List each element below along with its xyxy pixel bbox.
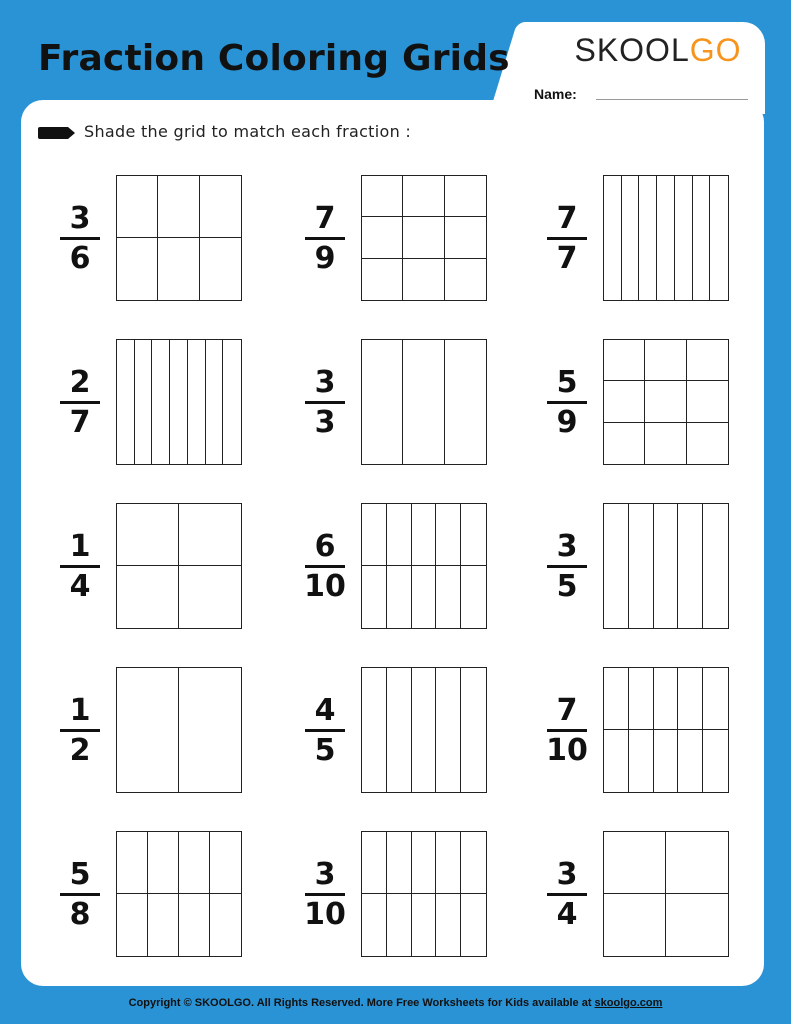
grid-cell[interactable] bbox=[629, 504, 654, 628]
grid-cell[interactable] bbox=[117, 340, 135, 464]
grid-cell[interactable] bbox=[654, 730, 679, 792]
grid-cell[interactable] bbox=[604, 340, 645, 381]
fraction-label bbox=[545, 339, 589, 467]
fraction-denominator: 7 bbox=[556, 241, 578, 276]
fraction-label bbox=[58, 175, 102, 303]
shading-grid bbox=[116, 667, 242, 793]
shading-grid bbox=[116, 831, 242, 957]
fraction-denominator: 2 bbox=[69, 733, 91, 768]
fraction-problem bbox=[545, 503, 745, 631]
fraction-problem bbox=[303, 503, 503, 631]
fraction-denominator: 4 bbox=[556, 897, 578, 932]
fraction-numerator: 5 bbox=[556, 365, 578, 400]
fraction-denominator: 10 bbox=[304, 569, 346, 604]
fraction-label bbox=[545, 175, 589, 303]
grid-cell[interactable] bbox=[703, 730, 728, 792]
grid-cell[interactable] bbox=[461, 832, 486, 894]
grid-cell[interactable] bbox=[117, 176, 158, 238]
fraction-label bbox=[303, 175, 347, 303]
grid-cell[interactable] bbox=[445, 217, 486, 258]
grid-cell[interactable] bbox=[604, 668, 629, 730]
grid-cell[interactable] bbox=[604, 504, 629, 628]
grid-cell[interactable] bbox=[362, 832, 387, 894]
shading-grid bbox=[603, 503, 729, 629]
fraction-denominator: 5 bbox=[556, 569, 578, 604]
grid-cell[interactable] bbox=[666, 894, 728, 956]
grid-cell[interactable] bbox=[152, 340, 170, 464]
grid-cell[interactable] bbox=[210, 832, 241, 894]
skoolgo-logo bbox=[569, 32, 747, 69]
fraction-numerator: 6 bbox=[314, 529, 336, 564]
shading-grid bbox=[361, 175, 487, 301]
fraction-label bbox=[545, 831, 589, 959]
grid-cell[interactable] bbox=[117, 238, 158, 300]
grid-cell[interactable] bbox=[604, 730, 629, 792]
grid-cell[interactable] bbox=[362, 217, 403, 258]
grid-cell[interactable] bbox=[604, 894, 666, 956]
fraction-problem bbox=[545, 339, 745, 467]
grid-cell[interactable] bbox=[362, 259, 403, 300]
grid-cell[interactable] bbox=[387, 668, 412, 792]
shading-grid bbox=[603, 667, 729, 793]
fraction-numerator: 3 bbox=[314, 857, 336, 892]
grid-cell[interactable] bbox=[687, 340, 728, 381]
grid-cell[interactable] bbox=[461, 566, 486, 628]
grid-cell[interactable] bbox=[412, 668, 437, 792]
shading-grid bbox=[603, 831, 729, 957]
fraction-problem bbox=[545, 175, 745, 303]
grid-cell[interactable] bbox=[158, 176, 199, 238]
grid-cell[interactable] bbox=[117, 894, 148, 956]
fraction-denominator: 4 bbox=[69, 569, 91, 604]
fraction-numerator: 3 bbox=[69, 201, 91, 236]
grid-cell[interactable] bbox=[436, 894, 461, 956]
fraction-denominator: 10 bbox=[304, 897, 346, 932]
fraction-numerator: 3 bbox=[556, 529, 578, 564]
grid-cell[interactable] bbox=[436, 668, 461, 792]
grid-cell[interactable] bbox=[170, 340, 188, 464]
grid-cell[interactable] bbox=[657, 176, 675, 300]
fraction-problem bbox=[58, 175, 258, 303]
grid-cell[interactable] bbox=[710, 176, 728, 300]
grid-cell[interactable] bbox=[210, 894, 241, 956]
fraction-problem bbox=[58, 667, 258, 795]
grid-cell[interactable] bbox=[604, 176, 622, 300]
grid-cell[interactable] bbox=[387, 566, 412, 628]
grid-cell[interactable] bbox=[445, 176, 486, 217]
grid-cell[interactable] bbox=[678, 504, 703, 628]
fraction-problem bbox=[303, 175, 503, 303]
fraction-label bbox=[58, 831, 102, 959]
grid-cell[interactable] bbox=[654, 504, 679, 628]
grid-cell[interactable] bbox=[645, 340, 686, 381]
grid-cell[interactable] bbox=[387, 832, 412, 894]
fraction-problem bbox=[303, 667, 503, 795]
fraction-denominator: 9 bbox=[314, 241, 336, 276]
fraction-problem bbox=[58, 339, 258, 467]
grid-cell[interactable] bbox=[666, 832, 728, 894]
shading-grid bbox=[116, 175, 242, 301]
grid-cell[interactable] bbox=[403, 340, 444, 464]
grid-cell[interactable] bbox=[461, 894, 486, 956]
fraction-numerator: 3 bbox=[556, 857, 578, 892]
fraction-problem bbox=[303, 831, 503, 959]
grid-cell[interactable] bbox=[148, 832, 179, 894]
fraction-problem bbox=[58, 831, 258, 959]
name-label: Name: bbox=[534, 86, 577, 102]
grid-cell[interactable] bbox=[604, 381, 645, 422]
fraction-label bbox=[303, 339, 347, 467]
grid-cell[interactable] bbox=[436, 566, 461, 628]
grid-cell[interactable] bbox=[179, 832, 210, 894]
fraction-denominator: 9 bbox=[556, 405, 578, 440]
grid-cell[interactable] bbox=[639, 176, 657, 300]
shading-grid bbox=[361, 339, 487, 465]
fraction-label bbox=[545, 667, 589, 795]
fraction-label bbox=[58, 667, 102, 795]
grid-cell[interactable] bbox=[362, 894, 387, 956]
grid-cell[interactable] bbox=[362, 668, 387, 792]
fraction-label bbox=[303, 831, 347, 959]
grid-cell[interactable] bbox=[117, 504, 179, 566]
fraction-numerator: 3 bbox=[314, 365, 336, 400]
fraction-label bbox=[303, 667, 347, 795]
skoolgo-link[interactable]: skoolgo.com bbox=[594, 997, 663, 1009]
grid-cell[interactable] bbox=[362, 504, 387, 566]
grid-cell[interactable] bbox=[117, 668, 179, 792]
instruction-text: Shade the grid to match each fraction : bbox=[84, 122, 412, 141]
arrow-tag-icon bbox=[38, 125, 76, 141]
shading-grid bbox=[361, 831, 487, 957]
grid-cell[interactable] bbox=[645, 381, 686, 422]
grid-cell[interactable] bbox=[622, 176, 640, 300]
fraction-denominator: 3 bbox=[314, 405, 336, 440]
fraction-denominator: 10 bbox=[546, 733, 588, 768]
grid-cell[interactable] bbox=[678, 730, 703, 792]
grid-cell[interactable] bbox=[223, 340, 241, 464]
grid-cell[interactable] bbox=[362, 566, 387, 628]
grid-cell[interactable] bbox=[412, 894, 437, 956]
grid-cell[interactable] bbox=[403, 259, 444, 300]
fraction-problem bbox=[58, 503, 258, 631]
fraction-problem bbox=[545, 667, 745, 795]
grid-cell[interactable] bbox=[445, 340, 486, 464]
grid-cell[interactable] bbox=[412, 504, 437, 566]
grid-cell[interactable] bbox=[179, 668, 241, 792]
fraction-label bbox=[303, 503, 347, 631]
grid-cell[interactable] bbox=[629, 668, 654, 730]
shading-grid bbox=[361, 667, 487, 793]
grid-cell[interactable] bbox=[188, 340, 206, 464]
grid-cell[interactable] bbox=[403, 217, 444, 258]
grid-cell[interactable] bbox=[117, 832, 148, 894]
fraction-denominator: 8 bbox=[69, 897, 91, 932]
fraction-problem bbox=[545, 831, 745, 959]
grid-cell[interactable] bbox=[703, 504, 728, 628]
fraction-numerator: 4 bbox=[314, 693, 336, 728]
logo-text-skool: SKOOL bbox=[574, 32, 690, 68]
name-field[interactable] bbox=[596, 99, 748, 100]
fraction-numerator: 1 bbox=[69, 529, 91, 564]
fraction-numerator: 7 bbox=[556, 693, 578, 728]
grid-cell[interactable] bbox=[403, 176, 444, 217]
grid-cell[interactable] bbox=[687, 381, 728, 422]
fraction-numerator: 7 bbox=[314, 201, 336, 236]
grid-cell[interactable] bbox=[678, 668, 703, 730]
shading-grid bbox=[603, 339, 729, 465]
fraction-numerator: 1 bbox=[69, 693, 91, 728]
fraction-numerator: 5 bbox=[69, 857, 91, 892]
grid-cell[interactable] bbox=[200, 238, 241, 300]
grid-cell[interactable] bbox=[445, 259, 486, 300]
fraction-label bbox=[545, 503, 589, 631]
page-title: Fraction Coloring Grids bbox=[38, 38, 510, 79]
footer bbox=[0, 997, 791, 1009]
grid-cell[interactable] bbox=[206, 340, 224, 464]
grid-cell[interactable] bbox=[436, 832, 461, 894]
grid-cell[interactable] bbox=[436, 504, 461, 566]
grid-cell[interactable] bbox=[200, 176, 241, 238]
grid-cell[interactable] bbox=[461, 668, 486, 792]
grid-cell[interactable] bbox=[179, 566, 241, 628]
grid-cell[interactable] bbox=[412, 832, 437, 894]
grid-cell[interactable] bbox=[604, 423, 645, 464]
grid-cell[interactable] bbox=[412, 566, 437, 628]
grid-cell[interactable] bbox=[687, 423, 728, 464]
fraction-denominator: 7 bbox=[69, 405, 91, 440]
grid-cell[interactable] bbox=[148, 894, 179, 956]
fraction-denominator: 6 bbox=[69, 241, 91, 276]
grid-cell[interactable] bbox=[179, 504, 241, 566]
logo-text-go: GO bbox=[689, 32, 742, 68]
shading-grid bbox=[116, 503, 242, 629]
shading-grid bbox=[361, 503, 487, 629]
grid-cell[interactable] bbox=[158, 238, 199, 300]
grid-cell[interactable] bbox=[179, 894, 210, 956]
grid-cell[interactable] bbox=[117, 566, 179, 628]
fraction-problem bbox=[303, 339, 503, 467]
grid-cell[interactable] bbox=[645, 423, 686, 464]
grid-cell[interactable] bbox=[135, 340, 153, 464]
fraction-label bbox=[58, 339, 102, 467]
fraction-numerator: 2 bbox=[69, 365, 91, 400]
grid-cell[interactable] bbox=[387, 504, 412, 566]
grid-cell[interactable] bbox=[654, 668, 679, 730]
grid-cell[interactable] bbox=[461, 504, 486, 566]
grid-cell[interactable] bbox=[693, 176, 711, 300]
grid-cell[interactable] bbox=[629, 730, 654, 792]
copyright-text: Copyright © SKOOLGO. All Rights Reserved. More Free Worksheets for Kids available at bbox=[128, 997, 595, 1009]
fraction-numerator: 7 bbox=[556, 201, 578, 236]
shading-grid bbox=[603, 175, 729, 301]
grid-cell[interactable] bbox=[387, 894, 412, 956]
shading-grid bbox=[116, 339, 242, 465]
fraction-denominator: 5 bbox=[314, 733, 336, 768]
fraction-label bbox=[58, 503, 102, 631]
grid-cell[interactable] bbox=[362, 340, 403, 464]
grid-cell[interactable] bbox=[703, 668, 728, 730]
grid-cell[interactable] bbox=[675, 176, 693, 300]
grid-cell[interactable] bbox=[362, 176, 403, 217]
grid-cell[interactable] bbox=[604, 832, 666, 894]
